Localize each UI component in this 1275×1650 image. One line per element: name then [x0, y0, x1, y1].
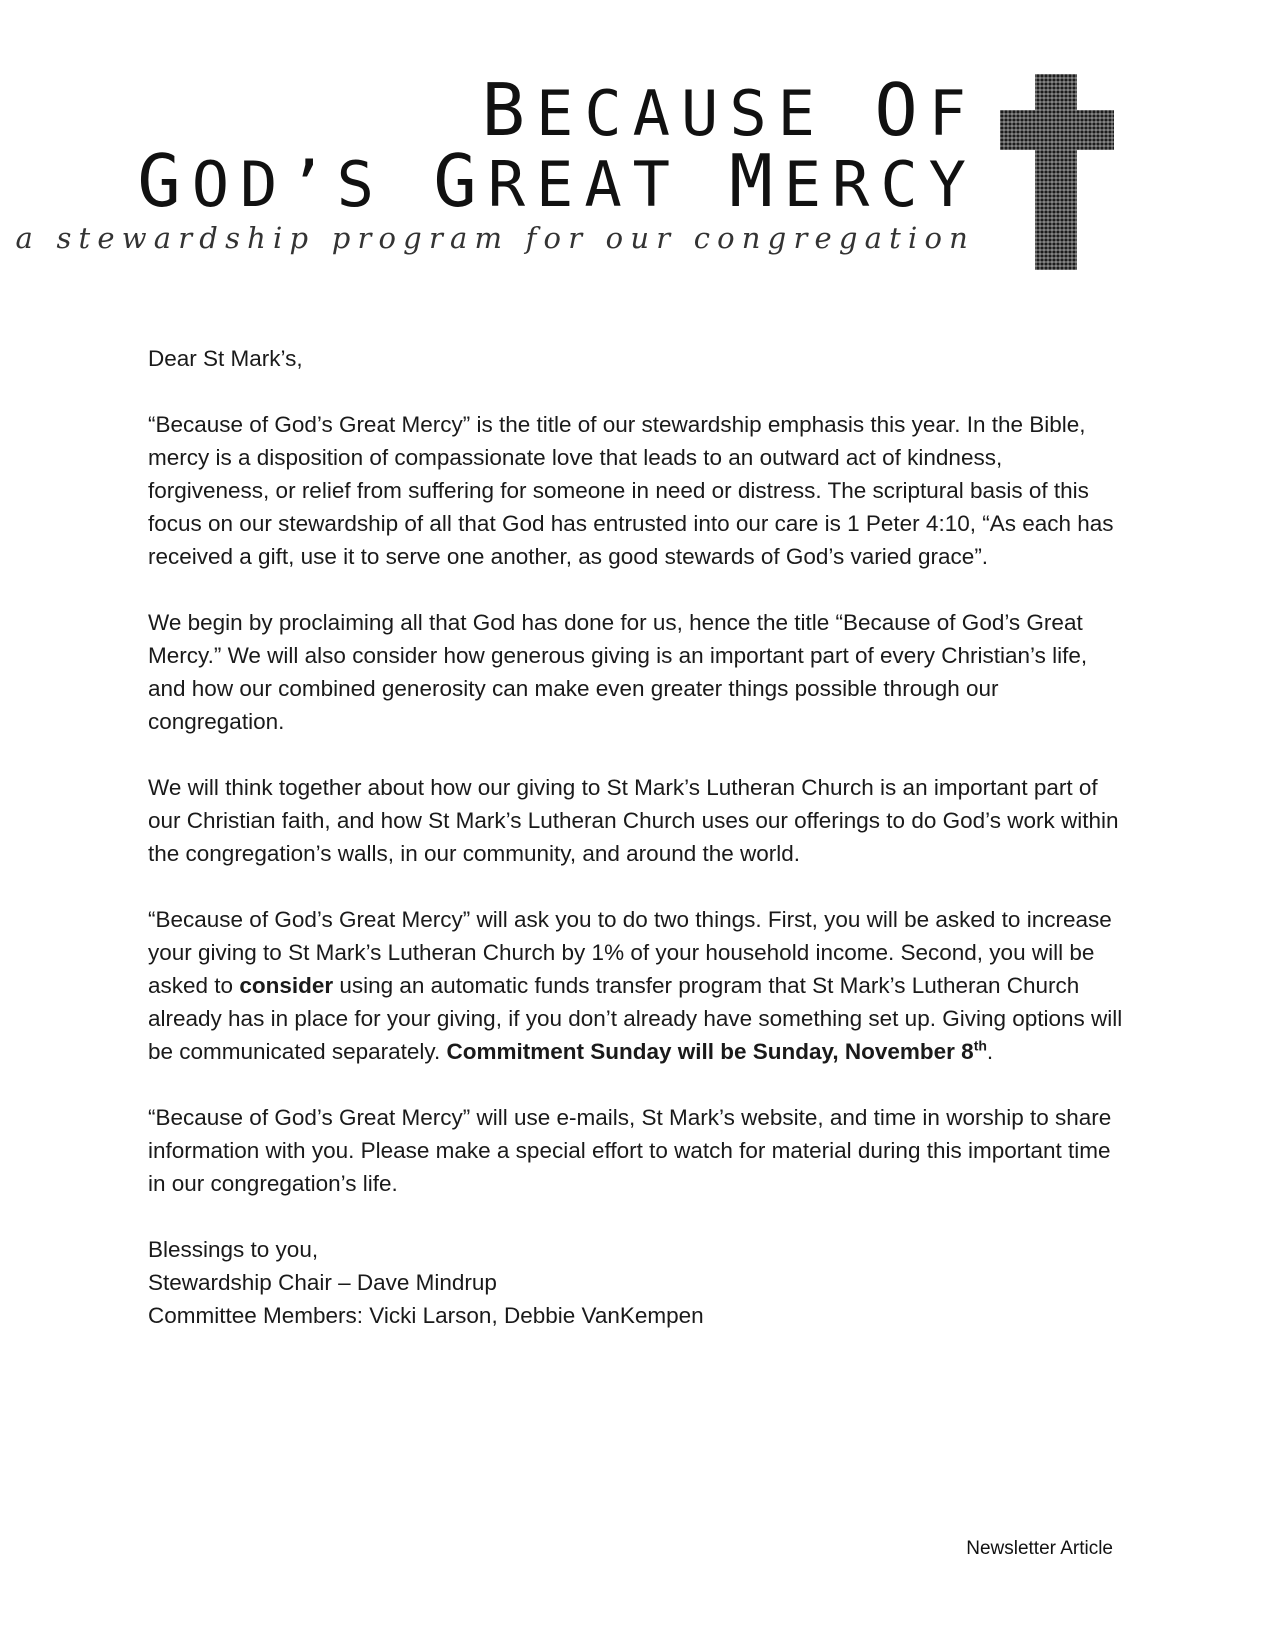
commitment-sunday-emphasis: [447, 1039, 987, 1064]
cross-icon: [1000, 74, 1114, 270]
paragraph-5: “Because of God’s Great Mercy” will use e-mails, St Mark’s website, and time in worship to share information with you. Please make a special effort to watch for material during this important time in our congregation’s life.: [148, 1105, 1112, 1196]
consider-emphasis: consider: [239, 973, 334, 998]
signature-block: [148, 1233, 1128, 1332]
commitment-sunday-text: Commitment Sunday will be Sunday, November 8: [446, 1039, 974, 1064]
paragraph-4-part-2: using an automatic funds transfer program that St Mark’s Lutheran Church already has in place for your giving, if you don’t already have something set up. Giving options will be communicated separately.: [148, 973, 1123, 1064]
paragraph-4: [148, 903, 1128, 1068]
signature-chair: Stewardship Chair – Dave Mindrup: [148, 1270, 497, 1295]
paragraph-4-part-1: “Because of God’s Great Mercy” will ask you to do two things. First, you will be asked to increase your giving to St Mark’s Lutheran Church by 1% of your household income. Second, you will be asked to: [148, 907, 1112, 998]
paragraph-4-end: .: [986, 1039, 994, 1064]
paragraph-3: We will think together about how our giving to St Mark’s Lutheran Church is an important part of our Christian faith, and how St Mark’s Lutheran Church uses our offerings to do God’s work within the congregation’s walls, in our community, and around the world.: [148, 775, 1119, 866]
ordinal-suffix: th: [973, 1037, 987, 1054]
footer-note: Newsletter Article: [966, 1538, 1113, 1559]
closing: Blessings to you,: [148, 1237, 319, 1262]
cross-shape: [1000, 74, 1114, 270]
paragraph-2: We begin by proclaiming all that God has done for us, hence the title “Because of God’s Great Mercy.” We will also consider how generous giving is an important part of every Christian’s life, and how our combined generosity can make even greater things possible through our congregation.: [148, 610, 1088, 734]
title-line-1: BECAUSE OF: [481, 68, 977, 152]
salutation: Dear St Mark’s,: [148, 346, 303, 371]
masthead: [0, 0, 1275, 280]
letter-body: [148, 342, 1128, 1332]
paragraph-1: “Because of God’s Great Mercy” is the title of our stewardship emphasis this year. In the Bible, mercy is a disposition of compassionate love that leads to an outward act of kindness, forgiveness, or relief from suffering for someone in need or distress. The scriptural basis of this focus on our stewardship of all that God has entrusted into our care is 1 Peter 4:10, “As each has received a gift, use it to serve one another, as good stewards of God’s varied grace”.: [148, 412, 1114, 569]
signature-committee: Committee Members: Vicki Larson, Debbie VanKempen: [148, 1303, 704, 1328]
tagline: a stewardship program for our congregation: [15, 221, 975, 255]
title-line-2: GOD’S GREAT MERCY: [137, 139, 977, 223]
